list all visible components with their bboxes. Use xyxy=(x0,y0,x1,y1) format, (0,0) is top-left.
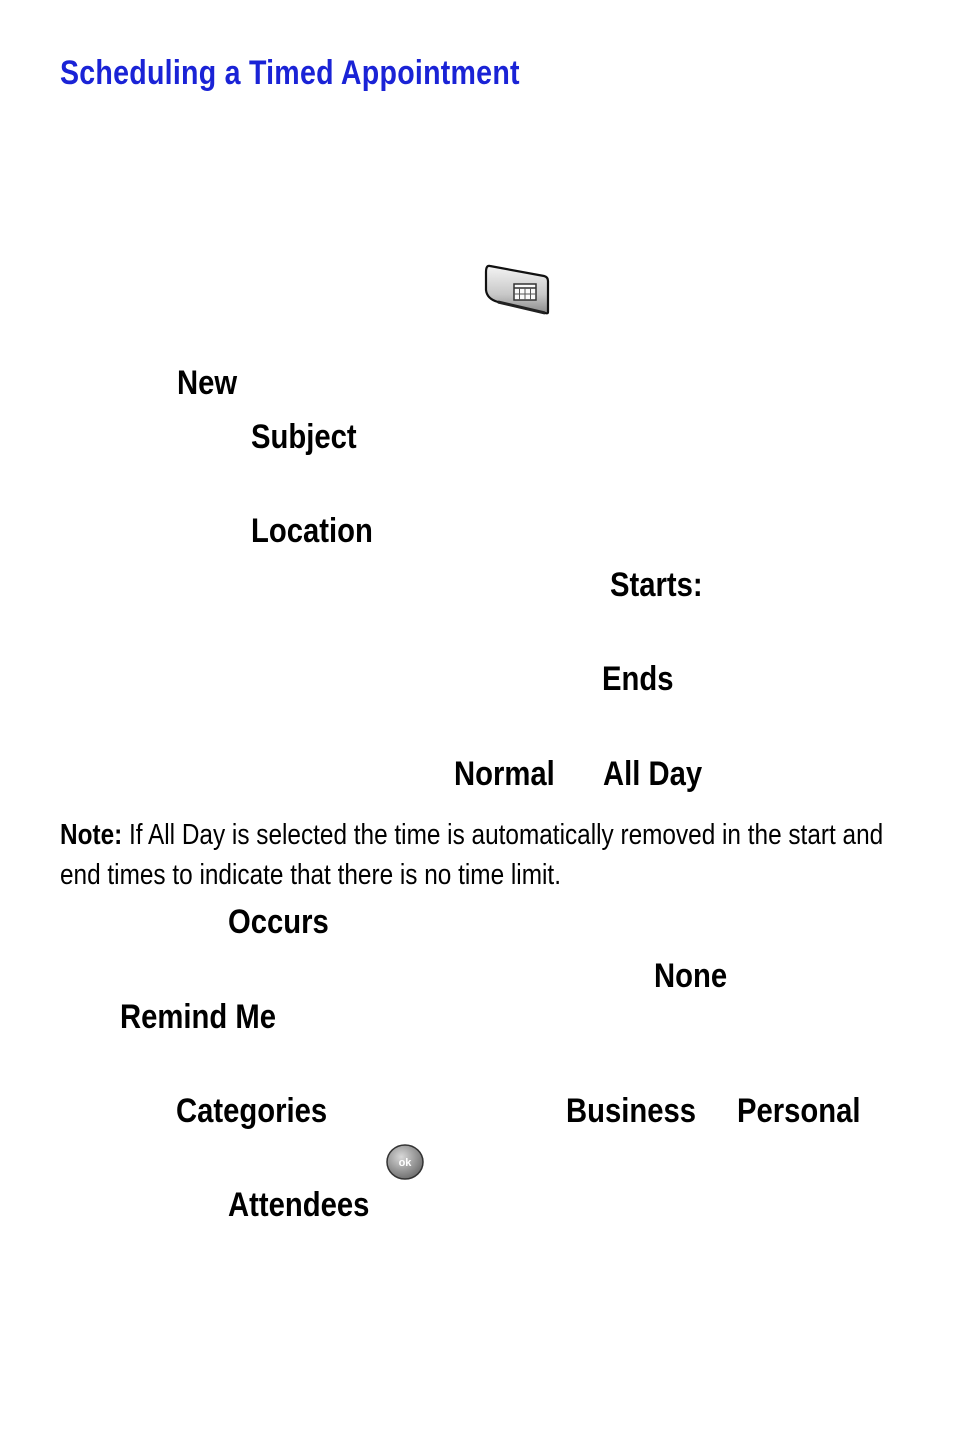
svg-text:ok: ok xyxy=(398,1157,412,1169)
term-ends: Ends xyxy=(602,660,674,698)
term-all-day: All Day xyxy=(603,755,703,793)
term-new: New xyxy=(177,364,238,402)
term-categories: Categories xyxy=(176,1092,328,1130)
term-starts: Starts: xyxy=(610,566,703,604)
term-none: None xyxy=(654,957,728,995)
term-subject: Subject xyxy=(251,418,357,456)
note-paragraph xyxy=(60,815,900,895)
ok-key-icon xyxy=(385,1143,425,1181)
term-remind-me: Remind Me xyxy=(120,998,276,1036)
term-normal: Normal xyxy=(454,755,555,793)
note-label: Note: xyxy=(60,819,123,851)
term-business: Business xyxy=(566,1092,697,1130)
term-personal: Personal xyxy=(737,1092,861,1130)
term-occurs: Occurs xyxy=(228,903,329,941)
note-text: If All Day is selected the time is automatically removed in the start and end times to indicate that there is no time limit. xyxy=(60,819,884,891)
calendar-key-icon xyxy=(484,264,550,316)
term-attendees: Attendees xyxy=(228,1186,370,1224)
term-location: Location xyxy=(251,512,373,550)
page-title: Scheduling a Timed Appointment xyxy=(60,54,520,92)
